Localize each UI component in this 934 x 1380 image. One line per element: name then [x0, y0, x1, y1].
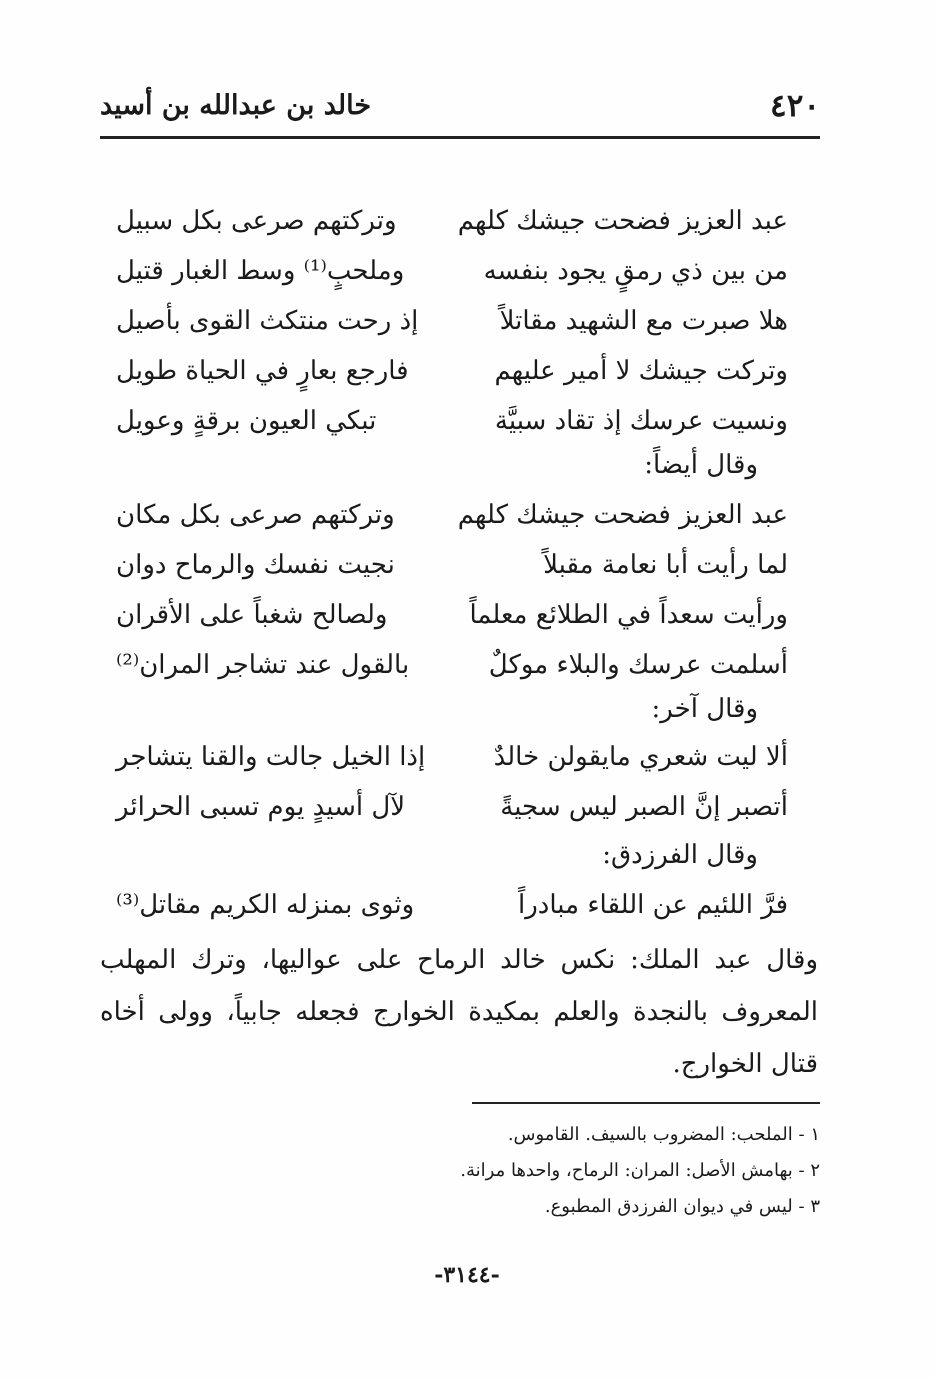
verse-second-hemistich: وتركتهم صرعى بكل مكان: [116, 500, 395, 530]
verse-first-hemistich: ورأيت سعداً في الطلائع معلماً: [469, 600, 788, 630]
poem-intro: وقال الفرزدق:: [602, 840, 758, 870]
verse-first-hemistich: أسلمت عرسك والبلاء موكلٌ: [488, 650, 788, 680]
running-title: خالد بن عبدالله بن أسيد: [100, 90, 372, 121]
verse-line: [100, 406, 820, 454]
verse-first-hemistich: ألا ليت شعري مايقولن خالدٌ: [493, 742, 788, 772]
verse-second-hemistich: نجيت نفسك والرماح دوان: [116, 550, 395, 580]
footnote-rule: [472, 1102, 820, 1104]
verse-line: [100, 356, 820, 404]
verse-second-hemistich: إذ رحت منتكث القوى بأصيل: [116, 306, 419, 336]
page-footer-number: -٣١٤٤-: [434, 1262, 500, 1288]
verse-first-hemistich: هلا صبرت مع الشهيد مقاتلاً: [499, 306, 788, 336]
header-rule: [100, 136, 820, 139]
verse-line: [100, 206, 820, 254]
verse-line: [100, 500, 820, 548]
running-header: [100, 88, 820, 132]
prose-paragraph: وقال عبد الملك: نكس خالد الرماح على عواليها، وترك المهلب المعروف بالنجدة والعلم بمكيدة الخوارج فجعله جابياً، وولى أخاه قتال الخوارج.: [100, 945, 818, 1079]
verse-second-hemistich: ولصالح شغباً على الأقران: [116, 600, 388, 630]
footnote: ٢ - بهامش الأصل: المران: الرماح، واحدها مرانة.: [460, 1160, 820, 1181]
verse-line: [100, 742, 820, 790]
verse-second-hemistich: بالقول عند تشاجر المران⁽²⁾: [116, 650, 410, 680]
verse-first-hemistich: من بين ذي رمقٍ يجود بنفسه: [483, 256, 788, 286]
verse-second-hemistich: تبكي العيون برقةٍ وعويل: [116, 406, 377, 436]
verse-second-hemistich: وتركتهم صرعى بكل سبيل: [116, 206, 397, 236]
verse-second-hemistich: وثوى بمنزله الكريم مقاتل⁽³⁾: [116, 890, 415, 920]
footnote: ٣ - ليس في ديوان الفرزدق المطبوع.: [544, 1196, 820, 1217]
verse-line: [100, 890, 820, 938]
verse-line: [100, 550, 820, 598]
poem-intro: وقال آخر:: [651, 694, 758, 724]
poem-intro: وقال أيضاً:: [644, 450, 758, 480]
page-number: ٤٢٠: [770, 88, 820, 124]
verse-line: [100, 650, 820, 698]
verse-second-hemistich: إذا الخيل جالت والقنا يتشاجر: [116, 742, 426, 772]
verse-line: [100, 600, 820, 648]
verse-first-hemistich: عبد العزيز فضحت جيشك كلهم: [457, 500, 788, 530]
verse-first-hemistich: لما رأيت أبا نعامة مقبلاً: [543, 550, 788, 580]
verse-first-hemistich: ونسيت عرسك إذ تقاد سبيَّة: [494, 406, 788, 436]
verse-second-hemistich: فارجع بعارٍ في الحياة طويل: [116, 356, 409, 386]
verse-first-hemistich: أتصبر إنَّ الصبر ليس سجيةً: [500, 792, 788, 822]
verse-second-hemistich: لآل أسيدٍ يوم تسبى الحرائر: [116, 792, 406, 822]
verse-line: [100, 792, 820, 840]
verse-second-hemistich: وملحبٍ⁽¹⁾ وسط الغبار قتيل: [116, 256, 405, 286]
footnote: ١ - الملحب: المضروب بالسيف. القاموس.: [507, 1124, 820, 1145]
verse-line: [100, 256, 820, 304]
verse-first-hemistich: وتركت جيشك لا أمير عليهم: [494, 356, 788, 386]
verse-line: [100, 306, 820, 354]
verse-first-hemistich: فرَّ اللئيم عن اللقاء مبادراً: [518, 890, 788, 920]
verse-first-hemistich: عبد العزيز فضحت جيشك كلهم: [457, 206, 788, 236]
